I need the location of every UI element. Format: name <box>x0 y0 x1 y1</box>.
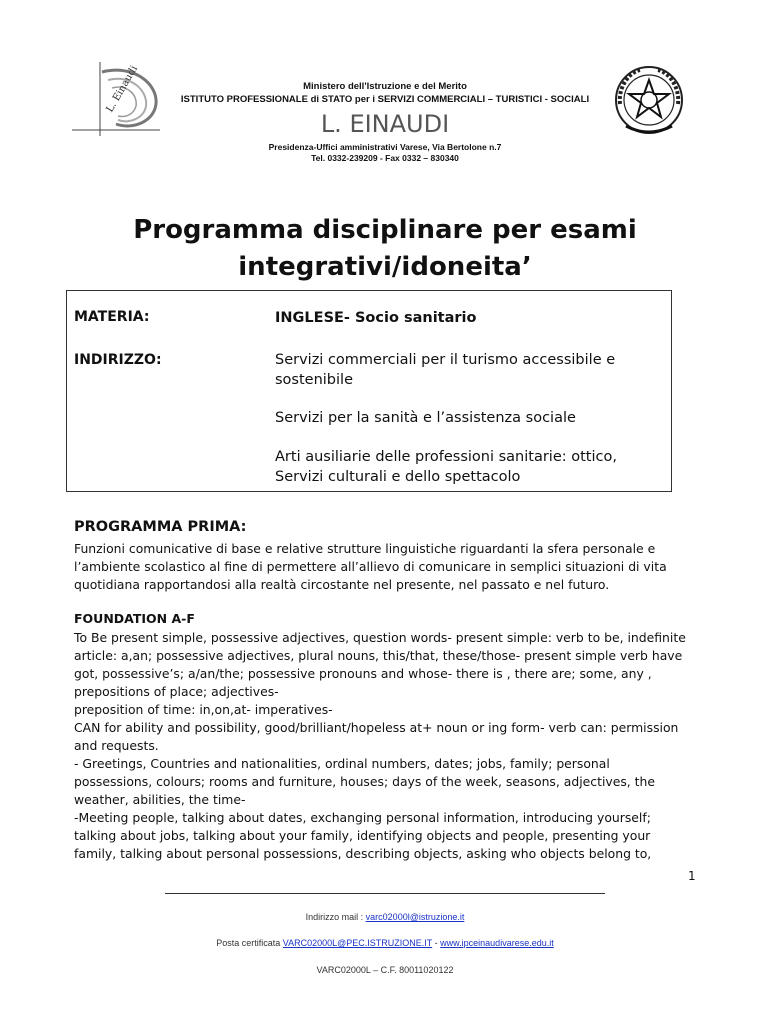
school-logo <box>72 60 162 138</box>
website-link[interactable]: www.ipceinaudivarese.edu.it <box>440 938 554 948</box>
mail-link[interactable]: varc02000l@istruzione.it <box>365 912 465 922</box>
programma-intro: Funzioni comunicative di base e relative strutture linguistiche riguardanti la sfera personale e l’ambiente scolastico al fine di permettere all’allievo di comunicare in semplici situazioni di vita quotidiana rapportandosi alla realtà circostante nel presente, nel passato e nel futuro. <box>74 541 667 592</box>
mail-label: Indirizzo mail : <box>305 912 366 922</box>
materia-label: MATERIA: <box>74 309 150 325</box>
indirizzo-value-3: Arti ausiliarie delle professioni sanitarie: ottico, Servizi culturali e dello spettacolo <box>275 449 617 485</box>
school-name: L. EINAUDI <box>320 110 450 138</box>
indirizzo-value-1: Servizi commerciali per il turismo accessibile e sostenibile <box>275 352 616 388</box>
footer-code-line: VARC02000L – C.F. 80011020122 <box>316 965 454 975</box>
pec-link[interactable]: VARC02000L@PEC.ISTRUZIONE.IT <box>282 938 433 948</box>
page-number: 1 <box>688 869 696 883</box>
foundation-heading: FOUNDATION A-F <box>74 611 195 626</box>
foundation-text: To Be present simple, possessive adjectives, question words- present simple: verb to be, indefinite article: a,an; possessive adjectives, plural nouns, this/that, these/those- present simple verb have got, possessive’s; a/an/the; possessive pronouns and whose- there is , there are; some, any , prepositions of place; adjectives- preposition of time: in,on,at- imperatives- CAN for ability and possibility, good/brilliant/hopeless at+ noun or ing form- verb can: permission and requests. - Greetings, Countries and nationalities, ordinal numbers, dates; jobs, family; personal possessions, colours; rooms and furniture, houses; days of the week, seasons, adjectives, the weather, abilities, the time- -Meeting people, talking about dates, exchanging personal information, introducing yourself; talking about jobs, talking about your family, identifying objects and people, presenting your family, talking about personal possessions, describing objects, asking who objects belong to, <box>74 630 686 861</box>
italian-republic-emblem-icon <box>610 64 688 138</box>
footer-divider <box>165 893 605 894</box>
institute-line: ISTITUTO PROFESSIONALE di STATO per i SERVIZI COMMERCIALI – TURISTICI - SOCIALI <box>180 94 590 105</box>
phone-line: Tel. 0332-239209 - Fax 0332 – 830340 <box>311 153 459 163</box>
document-title <box>100 212 670 286</box>
title-line-2: integrativi/idoneita’ <box>238 252 532 282</box>
footer-separator: - <box>432 938 441 948</box>
logo-text: L. Einaudi <box>104 63 141 115</box>
pec-label: Posta certificata <box>216 938 283 948</box>
indirizzo-label: INDIRIZZO: <box>74 352 162 368</box>
indirizzo-value-2: Servizi per la sanità e l’assistenza sociale <box>275 410 576 426</box>
title-line-1: Programma disciplinare per esami <box>133 215 637 245</box>
programma-heading: PROGRAMMA PRIMA: <box>74 519 247 535</box>
ministry-line: Ministero dell'Istruzione e del Merito <box>303 81 467 92</box>
address-line: Presidenza-Uffici amministrativi Varese, Via Bertolone n.7 <box>268 142 502 152</box>
footer-pec-line <box>100 938 670 948</box>
footer-mail-line <box>100 912 670 922</box>
materia-value: INGLESE- Socio sanitario <box>275 310 477 326</box>
